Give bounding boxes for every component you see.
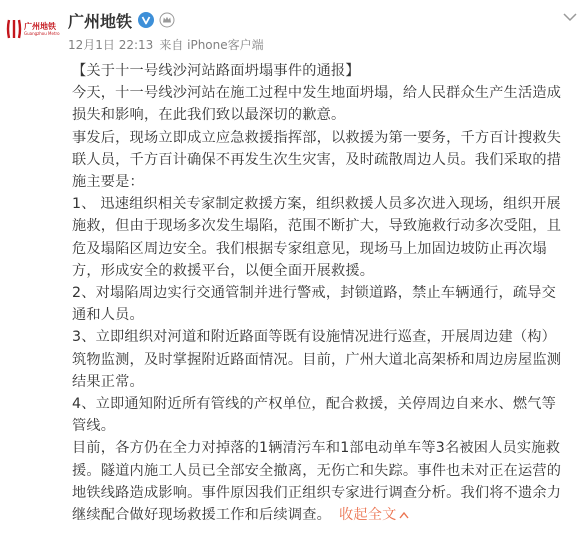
avatar-logo-text: 广州地铁 xyxy=(24,21,56,31)
post-measure-1: 1、 迅速组织相关专家制定救援方案，组织救援人员多次进入现场，组织开展施救，但由于现场多次发生塌陷，范围不断扩大，导致施救行动多次受阻，且危及塌陷区周边安全。我们根据专家组意见，现场马上加固边坡防止再次塌方，形成安全的救援平台，以便全面开展救援。 xyxy=(72,196,562,279)
avatar[interactable] xyxy=(6,14,60,44)
guangzhou-metro-logo-icon xyxy=(6,18,22,40)
collapse-full-text-link[interactable] xyxy=(339,507,409,523)
post-paragraph: 事发后，现场立即成立应急救援指挥部，以救援为第一要务，千方百计搜救失联人员，千方百计确保不再发生次生灾害，及时疏散周边人员。我们采取的措施主要是： xyxy=(72,129,562,191)
post-paragraph-final xyxy=(72,437,564,526)
post-measure-4: 4、立即通知附近所有管线的产权单位，配合救援，关停周边自来水、燃气等管线。 xyxy=(72,396,557,435)
post-source: 来自 iPhone客户端 xyxy=(159,38,264,52)
post-meta xyxy=(68,36,264,53)
post-measure-3: 3、立即组织对河道和附近路面等既有设施情况进行巡查，开展周边建（构）筑物监测，及时掌握附近路面情况。目前，广州大道北高架桥和周边房屋监测结果正常。 xyxy=(72,329,562,390)
post-title: 【关于十一号线沙河站路面坍塌事件的通报】 xyxy=(72,63,360,79)
account-row xyxy=(68,9,175,31)
collapse-link-label: 收起全文 xyxy=(338,507,397,524)
account-name[interactable]: 广州地铁 xyxy=(68,11,133,31)
post-paragraph: 今天，十一号线沙河站在施工过程中发生地面坍塌，给人民群众生产生活造成损失和影响，在此我们致以最深切的歉意。 xyxy=(72,85,562,124)
vip-crown-icon[interactable] xyxy=(159,12,175,28)
post-paragraph-final-text: 目前，各方仍在全力对掉落的1辆清污车和1部电动单车等3名被困人员实施救援。隧道内施工人员已全部安全撤离，无伤亡和失踪。事件也未对正在运营的地铁线路造成影响。事件原因我们正组织专家进行调查分析。我们将不遗余力继续配合做好现场救援工作和后续调查。 xyxy=(72,440,562,524)
chevron-down-icon[interactable] xyxy=(563,12,577,22)
post-measure-2: 2、对塌陷周边实行交通管制并进行警戒，封锁道路，禁止车辆通行，疏导交通和人员。 xyxy=(72,285,557,324)
avatar-logo-subtext: Guangzhou Metro xyxy=(24,30,60,36)
chevron-up-icon xyxy=(399,511,409,519)
verified-badge-icon[interactable] xyxy=(138,12,154,28)
post-content xyxy=(72,60,564,526)
post-timestamp[interactable]: 12月1日 22:13 xyxy=(68,38,154,52)
